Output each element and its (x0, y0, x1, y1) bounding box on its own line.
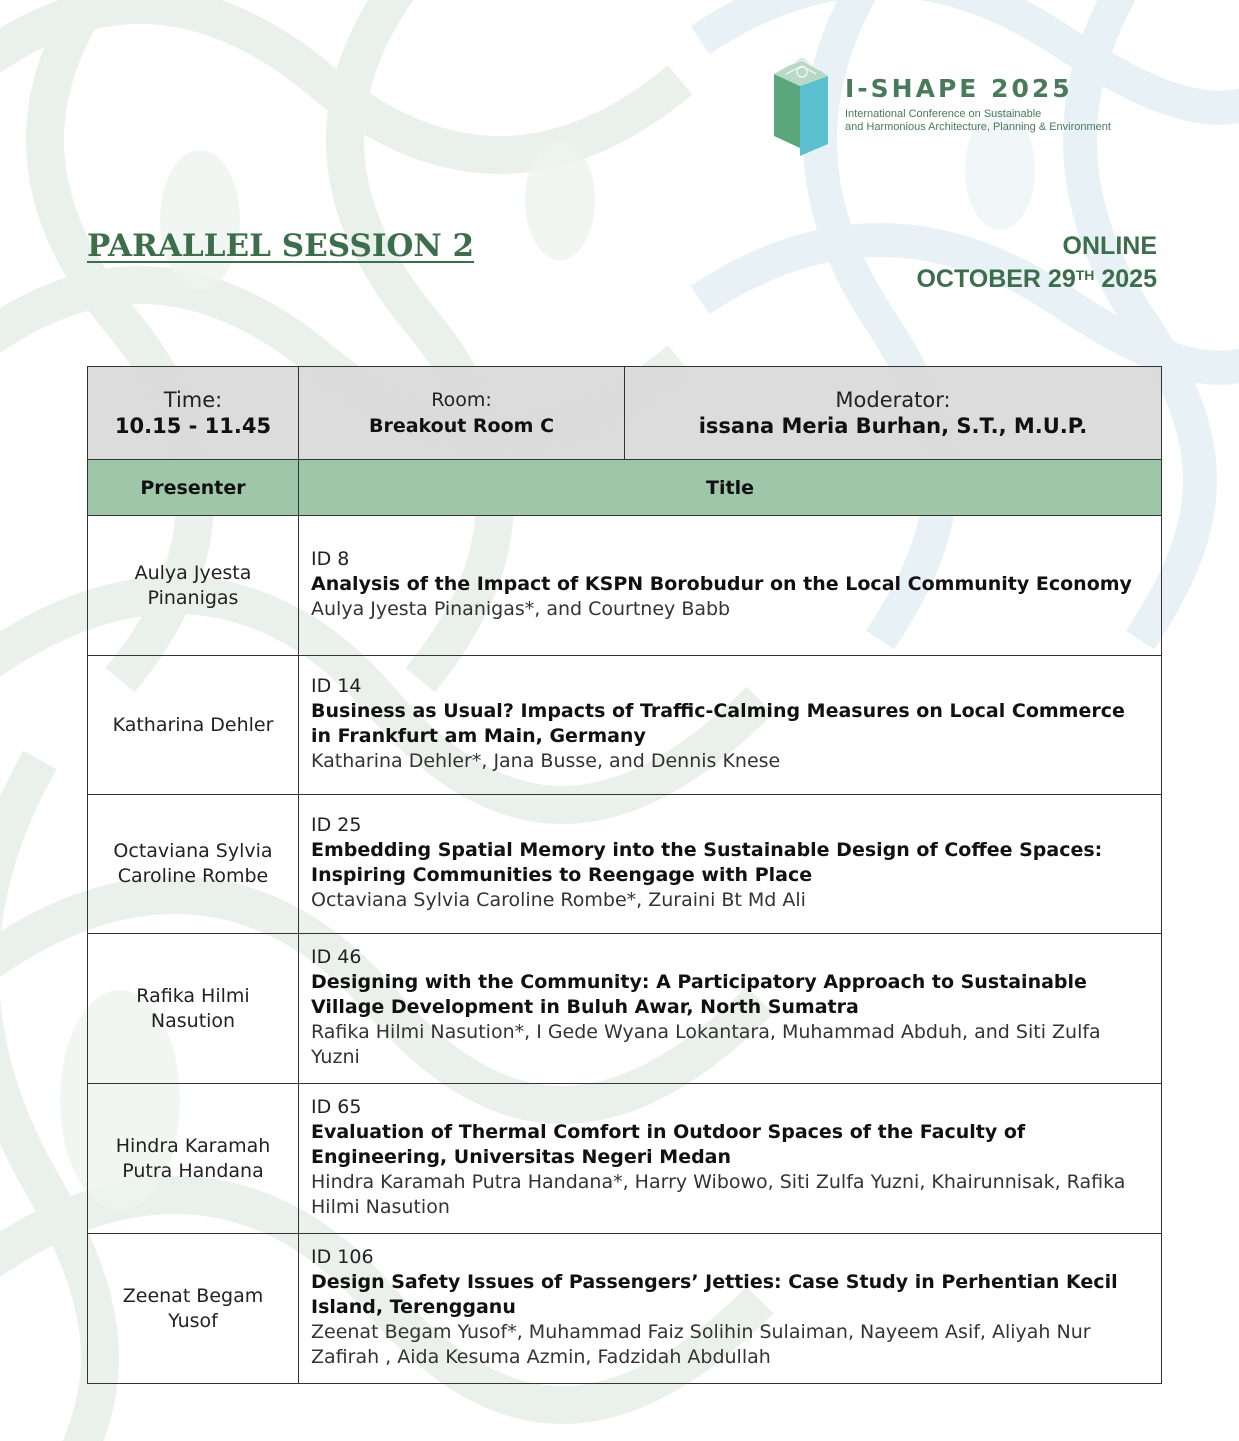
logo-subtitle (845, 108, 1175, 134)
room-value: Breakout Room C (368, 415, 555, 437)
paper-id: ID 46 (311, 946, 362, 968)
paper-cell (299, 656, 1162, 795)
presenter-name: Katharina Dehler (88, 656, 299, 795)
date-day: OCTOBER 29 (916, 265, 1076, 293)
session-title: PARALLEL SESSION 2 (87, 228, 475, 264)
paper-cell (299, 1084, 1162, 1234)
paper-authors: Aulya Jyesta Pinanigas*, and Courtney Babb (311, 598, 731, 620)
table-row (88, 1084, 1162, 1234)
session-meta (916, 230, 1157, 296)
presenter-name: Rafika Hilmi Nasution (88, 934, 299, 1084)
paper-cell (299, 1234, 1162, 1384)
paper-title: Business as Usual? Impacts of Traffic-Calming Measures on Local Commerce in Frankfurt am Main, Germany (311, 700, 1125, 747)
paper-authors: Zeenat Begam Yusof*, Muhammad Faiz Solihin Sulaiman, Nayeem Asif, Aliyah Nur Zafirah , Aida Kesuma Azmin, Fadzidah Abdullah (311, 1321, 1091, 1368)
title-column-header: Title (299, 460, 1162, 516)
presenter-name: Zeenat Begam Yusof (88, 1234, 299, 1384)
presenter-name: Octaviana Sylvia Caroline Rombe (88, 795, 299, 934)
presenter-name: Aulya Jyesta Pinanigas (88, 516, 299, 656)
room-cell (299, 367, 625, 460)
logo-title: I-SHAPE 2025 (845, 74, 1073, 103)
moderator-label: Moderator: (835, 388, 951, 412)
session-info-row (88, 367, 1162, 460)
time-cell (88, 367, 299, 460)
session-date (916, 263, 1157, 296)
paper-id: ID 106 (311, 1246, 374, 1268)
table-row (88, 656, 1162, 795)
table-row (88, 795, 1162, 934)
moderator-value: issana Meria Burhan, S.T., M.U.P. (698, 414, 1088, 438)
session-mode: ONLINE (1062, 232, 1157, 260)
paper-authors: Hindra Karamah Putra Handana*, Harry Wibowo, Siti Zulfa Yuzni, Khairunnisak, Rafika Hilmi Nasution (311, 1171, 1126, 1218)
paper-cell (299, 934, 1162, 1084)
moderator-cell (625, 367, 1162, 460)
paper-authors: Octaviana Sylvia Caroline Rombe*, Zuraini Bt Md Ali (311, 889, 806, 911)
paper-title: Designing with the Community: A Participatory Approach to Sustainable Village Development in Buluh Awar, North Sumatra (311, 971, 1087, 1018)
cube-logo-icon (772, 52, 832, 158)
schedule-table (87, 366, 1162, 1384)
paper-title: Analysis of the Impact of KSPN Borobudur on the Local Community Economy (311, 573, 1132, 595)
paper-cell (299, 516, 1162, 656)
paper-id: ID 25 (311, 814, 362, 836)
paper-title: Design Safety Issues of Passengers’ Jetties: Case Study in Perhentian Kecil Island, Terengganu (311, 1271, 1118, 1318)
paper-authors: Rafika Hilmi Nasution*, I Gede Wyana Lokantara, Muhammad Abduh, and Siti Zulfa Yuzni (311, 1021, 1101, 1068)
presenter-name: Hindra Karamah Putra Handana (88, 1084, 299, 1234)
paper-cell (299, 795, 1162, 934)
paper-title: Embedding Spatial Memory into the Sustainable Design of Coffee Spaces: Inspiring Communities to Reengage with Place (311, 839, 1103, 886)
paper-authors: Katharina Dehler*, Jana Busse, and Dennis Knese (311, 750, 781, 772)
paper-id: ID 14 (311, 675, 362, 697)
logo-subtitle-line1: International Conference on Sustainable (845, 108, 1042, 120)
table-row (88, 934, 1162, 1084)
time-value: 10.15 - 11.45 (114, 414, 272, 438)
conference-logo (772, 52, 1172, 162)
paper-id: ID 8 (311, 548, 350, 570)
paper-id: ID 65 (311, 1096, 362, 1118)
table-row (88, 1234, 1162, 1384)
logo-subtitle-line2: and Harmonious Architecture, Planning & Environment (845, 121, 1111, 133)
date-ordinal: TH (1075, 267, 1095, 283)
date-year: 2025 (1101, 265, 1157, 293)
presenter-column-header: Presenter (88, 460, 299, 516)
room-label: Room: (431, 389, 492, 411)
time-label: Time: (163, 388, 223, 412)
paper-title: Evaluation of Thermal Comfort in Outdoor Spaces of the Faculty of Engineering, Universitas Negeri Medan (311, 1121, 1026, 1168)
table-header-row (88, 460, 1162, 516)
table-row (88, 516, 1162, 656)
